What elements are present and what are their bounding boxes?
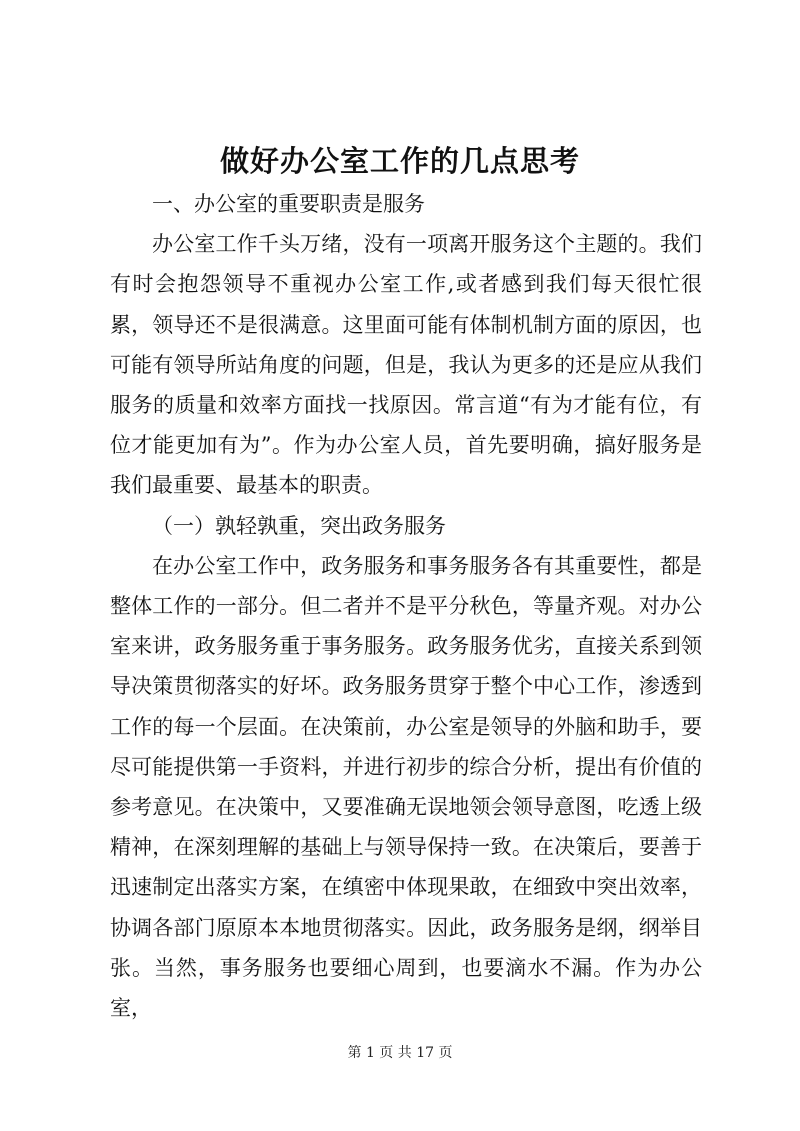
document-body [110,184,702,1028]
page-footer: 第 1 页 共 17 页 [347,1045,453,1061]
document-title: 做好办公室工作的几点思考 [219,144,580,178]
subheading: （一）孰轻孰重，突出政务服务 [152,513,446,538]
paragraph-1: 办公室工作千头万绪，没有一项离开服务这个主题的。我们有时会抱怨领导不重视办公室工作,或者感到我们每天很忙很累，领导还不是很满意。这里面可能有体制机制方面的原因，也可能有领导所站角度的问题，但是，我认为更多的还是应从我们服务的质量和效率方面找一找原因。常言道“有为才能有位，有位才能更加有为”。作为办公室人员，首先要明确，搞好服务是我们最重要、最基本的职责。 [110,232,702,498]
paragraph-2: 在办公室工作中，政务服务和事务服务各有其重要性，都是整体工作的一部分。但二者并不是平分秋色，等量齐观。对办公室来讲，政务服务重于事务服务。政务服务优劣，直接关系到领导决策贯彻落实的好坏。政务服务贯穿于整个中心工作，渗透到工作的每一个层面。在决策前，办公室是领导的外脑和助手，要尽可能提供第一手资料，并进行初步的综合分析，提出有价值的参考意见。在决策中，又要准确无误地领会领导意图，吃透上级精神，在深刻理解的基础上与领导保持一致。在决策后，要善于迅速制定出落实方案，在缜密中体现果敢，在细致中突出效率，协调各部门原原本本地贯彻落实。因此，政务服务是纲，纲举目张。当然，事务服务也要细心周到，也要滴水不漏。作为办公室， [110,553,702,1021]
section-heading: 一、办公室的重要职责是服务 [152,192,425,216]
